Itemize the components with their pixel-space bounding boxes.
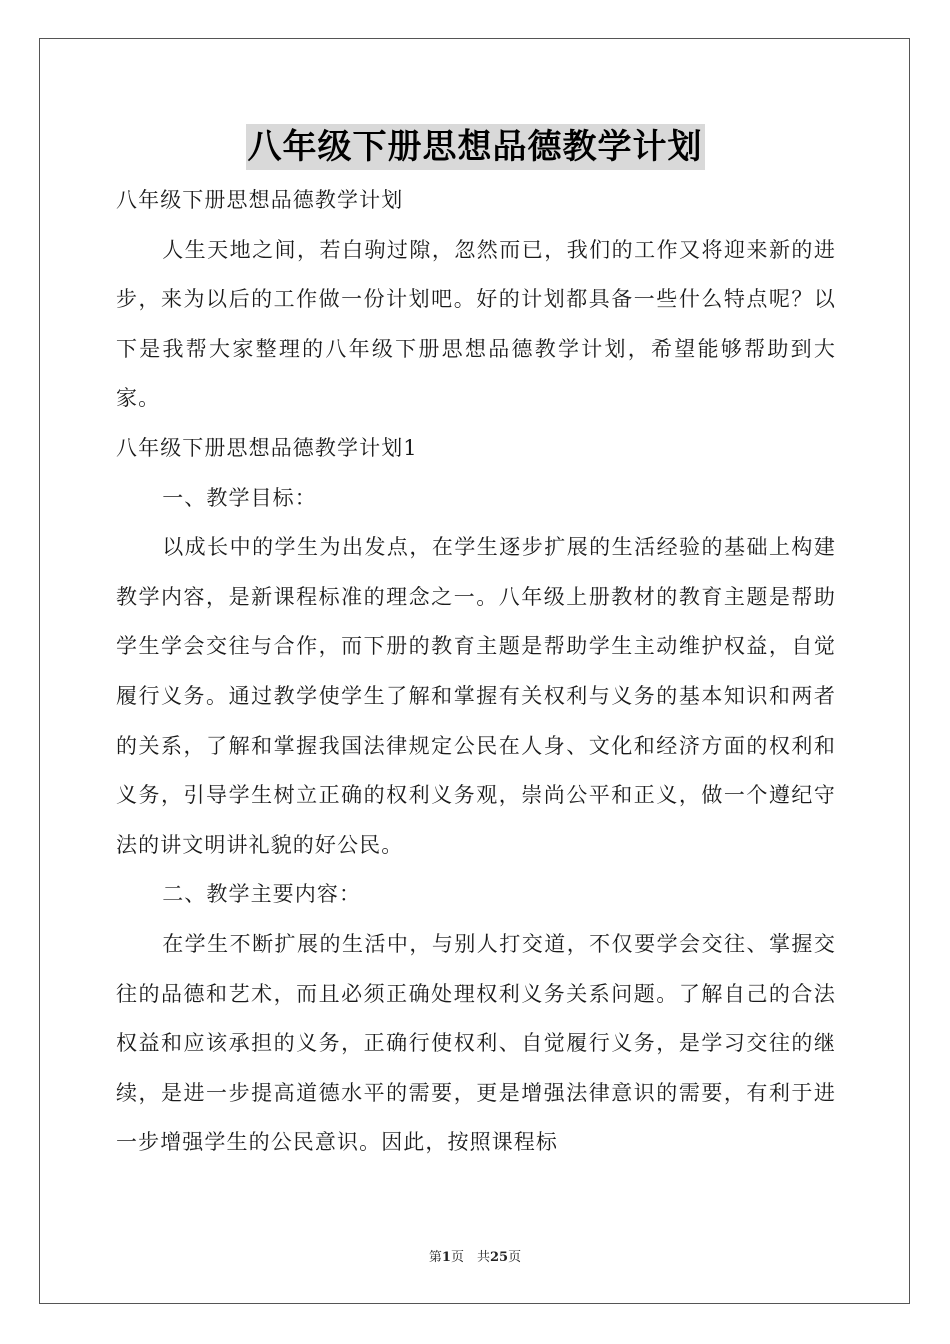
paragraph-teaching-goals: 以成长中的学生为出发点，在学生逐步扩展的生活经验的基础上构建教学内容，是新课程标准的理念之一。八年级上册教材的教育主题是帮助学生学会交往与合作，而下册的教育主题是帮助学生主动维护权益，自觉履行义务。通过教学使学生了解和掌握有关权利与义务的基本知识和两者的关系，了解和掌握我国法律规定公民在人身、文化和经济方面的权利和义务，引导学生树立正确的权利义务观，崇尚公平和正义，做一个遵纪守法的讲文明讲礼貌的好公民。 [116,535,836,857]
heading-main-content: 二、教学主要内容： [162,882,362,907]
intro-paragraph: 人生天地之间，若白驹过隙，忽然而已，我们的工作又将迎来新的进步，来为以后的工作做一份计划吧。好的计划都具备一些什么特点呢？以下是我帮大家整理的八年级下册思想品德教学计划，希望能够帮助到大家。 [116,237,836,411]
footer-suffix: 页 [508,1250,522,1265]
paragraph-main-content: 在学生不断扩展的生活中，与别人打交道，不仅要学会交往、掌握交往的品德和艺术，而且必须正确处理权利义务关系问题。了解自己的合法权益和应该承担的义务，正确行使权利、自觉履行义务，是学习交往的继续，是进一步提高道德水平的需要，更是增强法律意识的需要，有利于进一步增强学生的公民意识。因此，按照课程标 [116,931,836,1155]
footer-mid: 页 共 [450,1250,490,1265]
footer-total-pages: 25 [489,1250,509,1265]
heading-teaching-goals: 一、教学目标： [162,485,317,510]
footer-prefix: 第 [428,1250,442,1265]
title-container [0,124,950,170]
page-footer [0,1246,950,1265]
subtitle: 八年级下册思想品德教学计划 [116,188,404,212]
footer-page-number: 1 [441,1250,451,1265]
section-heading: 八年级下册思想品德教学计划1 [116,435,418,460]
document-title: 八年级下册思想品德教学计划 [246,124,705,170]
document-body [116,176,836,1168]
